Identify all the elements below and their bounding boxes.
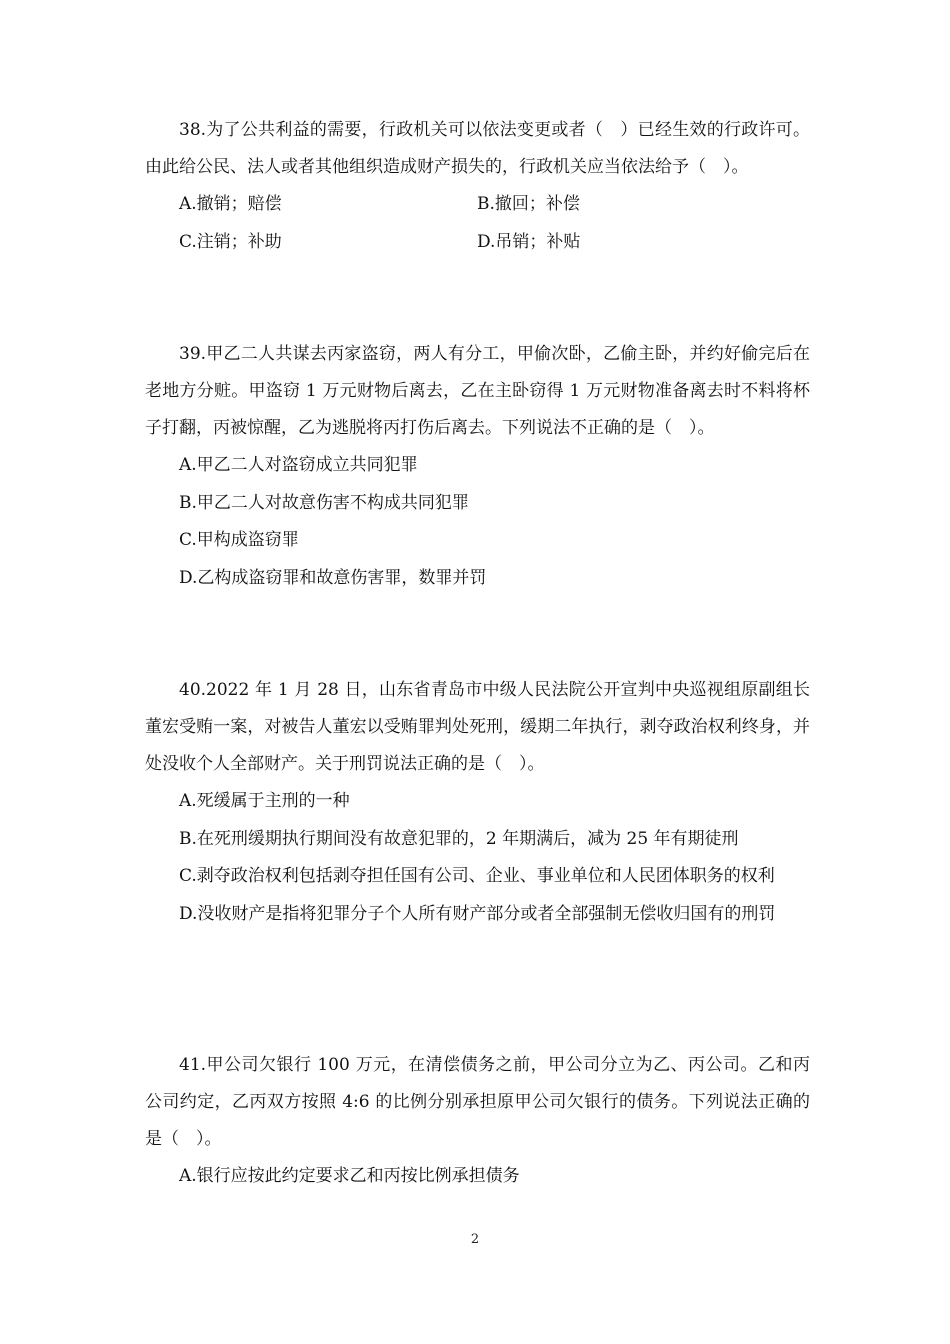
option-b: B.撤回；补偿 [477, 194, 580, 214]
option-c: C.甲构成盗窃罪 [179, 530, 299, 550]
option-a: A.甲乙二人对盗窃成立共同犯罪 [179, 455, 418, 475]
page-number: 2 [470, 1232, 480, 1247]
option-a: A.撤销；赔偿 [179, 194, 282, 214]
option-a: A.银行应按此约定要求乙和丙按比例承担债务 [179, 1166, 520, 1186]
question-40 [145, 672, 810, 933]
option-c: C.剥夺政治权利包括剥夺担任国有公司、企业、事业单位和人民团体职务的权利 [179, 866, 775, 886]
question-38 [145, 112, 810, 261]
question-41 [145, 1047, 810, 1196]
option-b: B.在死刑缓期执行期间没有故意犯罪的，2 年期满后，减为 25 年有期徒刑 [179, 828, 739, 849]
option-c: C.注销；补助 [179, 231, 282, 252]
options-row [145, 224, 810, 262]
option-a: A.死缓属于主刑的一种 [179, 791, 350, 811]
options-row [145, 186, 810, 224]
question-39 [145, 336, 810, 597]
question-stem: 39.甲乙二人共谋去丙家盗窃，两人有分工，甲偷次卧，乙偷主卧，并约好偷完后在老地方分赃。甲盗窃 1 万元财物后离去，乙在主卧窃得 1 万元财物准备离去时不料将杯子打翻，丙被惊醒，乙为逃脱将丙打伤后离去。下列说法不正确的是（ ）。 [145, 344, 810, 438]
option-d: D.没收财产是指将犯罪分子个人所有财产部分或者全部强制无偿收归国有的刑罚 [179, 903, 776, 924]
option-b: B.甲乙二人对故意伤害不构成共同犯罪 [179, 492, 469, 513]
question-stem: 38.为了公共利益的需要，行政机关可以依法变更或者（ ）已经生效的行政许可。由此给公民、法人或者其他组织造成财产损失的，行政机关应当依法给予（ ）。 [145, 120, 810, 177]
question-stem: 40.2022 年 1 月 28 日，山东省青岛市中级人民法院公开宣判中央巡视组原副组长董宏受贿一案，对被告人董宏以受贿罪判处死刑，缓期二年执行，剥夺政治权利终身，并处没收个人全部财产。关于刑罚说法正确的是（ ）。 [145, 680, 810, 774]
option-d: D.吊销；补贴 [477, 231, 581, 252]
option-d: D.乙构成盗窃罪和故意伤害罪，数罪并罚 [179, 567, 487, 588]
question-stem: 41.甲公司欠银行 100 万元，在清偿债务之前，甲公司分立为乙、丙公司。乙和丙公司约定，乙丙双方按照 4:6 的比例分别承担原甲公司欠银行的债务。下列说法正确的是（ ）。 [145, 1055, 810, 1149]
